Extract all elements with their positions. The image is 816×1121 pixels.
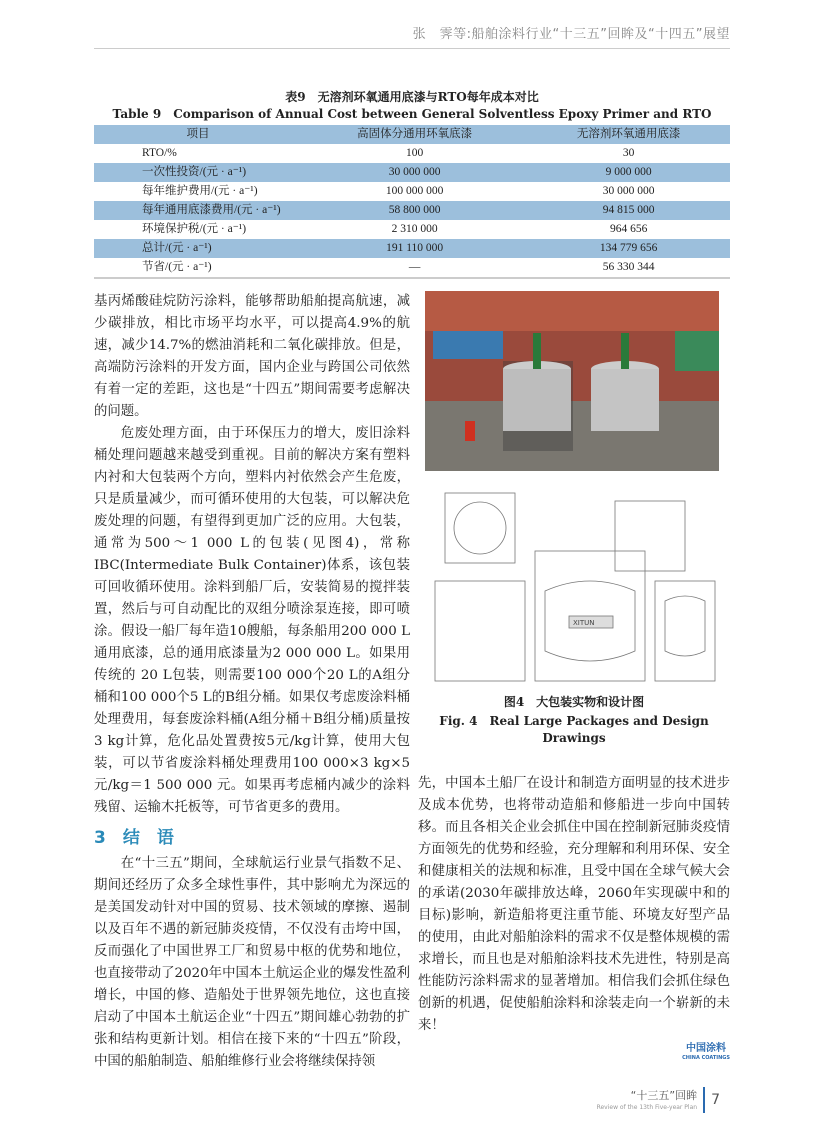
logo-text: 中国涂料 <box>686 1043 727 1054</box>
paragraph: 危废处理方面，由于环保压力的增大，废旧涂料桶处理问题越来越受到重视。目前的解决方案有塑料内衬和大包装两个方向，塑料内衬依然会产生危废，只是质量减少，而可循环使用的大包装，可以解决危废处理的问题，有望得到更加广泛的应用。大包装，通常为500～1 000 L的包装(见图4)，常称IBC(Intermediate Bulk Container)体系，该包装可回收循环使用。涂料到船厂后，安装简易的搅拌装置，然后与可自动配比的双组分喷涂泵连接，即可喷涂。假设一船厂每年造10艘船，每条船用200 000 L通用底漆，总的通用底漆量为2 000 000 L。如果用传统的 20 L包装，则需要100 000个20 L的A组分桶和100 000个5 L的B组分桶。如果仅考虑废涂料桶处理费用，每套废涂料桶(A组分桶＋B组分桶)质量按3 kg计算，危化品处置费按5元/kg计算，使用大包装，可以节省废涂料桶处理费用100 000×3 kg×5元/kg＝1 500 000 元。如果再考虑桶内减少的涂料残留、运输木托板等，可节省更多的费用。 <box>94 426 410 815</box>
footer-section-en: Review of the 13th Five-year Plan <box>596 1103 698 1111</box>
header-divider <box>94 48 730 49</box>
table-cell: RTO/% <box>142 147 177 159</box>
design-drawing <box>425 481 719 686</box>
table-cell: 每年维护费用/(元 · a⁻¹) <box>142 185 258 197</box>
footer <box>94 1073 730 1113</box>
figure-caption-en: Fig. 4 Real Large Packages and Design Drawings <box>439 714 709 745</box>
table-cell: 9 000 000 <box>527 163 730 182</box>
section-heading: 3 结 语 <box>94 828 174 848</box>
table-row <box>94 163 730 182</box>
footer-text <box>597 1089 698 1112</box>
china-coatings-logo <box>682 1043 730 1062</box>
footer-divider <box>703 1087 705 1113</box>
figure-caption-cn: 图4 大包装实物和设计图 <box>503 695 645 709</box>
table-cell: 一次性投资/(元 · a⁻¹) <box>94 163 302 182</box>
drawing-label: XITUN <box>573 619 595 627</box>
paragraph: 基丙烯酸硅烷防污涂料，能够帮助船舶提高航速，减少碳排放，相比市场平均水平，可以提高4.9%的航速，减少14.7%的燃油消耗和二氧化碳排放。但是，高端防污涂料的开发方面，国内企业与跨国公司依然有着一定的差距，这也是“十四五”期间需要考虑解决的问题。 <box>94 294 410 419</box>
right-text <box>418 773 730 1037</box>
table-row <box>94 201 730 220</box>
right-column <box>418 291 730 1073</box>
table-header: 项目 <box>94 125 302 144</box>
left-text <box>94 291 410 819</box>
table-cell: 191 110 000 <box>302 239 527 258</box>
table-row <box>94 239 730 258</box>
paragraph: 先，中国本土船厂在设计和制造方面明显的技术进步及成本优势，也将带动造船和修船进一步向中国转移。而且各相关企业会抓住中国在控制新冠肺炎疫情方面领先的优势和经验，充分理解和利用环保、安全和健康相关的法规和标准，且受中国在全球气候大会的承诺(2030年碳排放达峰，2060年实现碳中和的目标)影响，新造船将更注重节能、环境友好型产品的使用，由此对船舶涂料的需求不仅是整体规模的需求增长，而且也是对船舶涂料技术先进性，特别是高性能防污涂料需求的显著增加。相信我们会抓住绿色创新的机遇，促使船舶涂料和涂装走向一个崭新的未来！ <box>418 776 730 1033</box>
table-header: 高固体分通用环氧底漆 <box>302 125 527 144</box>
running-header: 张 霁等:船舶涂料行业“十三五”回眸及“十四五”展望 <box>412 27 730 42</box>
table-row <box>94 220 730 239</box>
table-cell: 30 000 000 <box>302 163 527 182</box>
table-cell: 节省/(元 · a⁻¹) <box>142 261 212 273</box>
cost-table <box>94 125 730 279</box>
table-row <box>94 258 730 278</box>
page-number: 7 <box>711 1092 720 1108</box>
table-caption-cn: 表9 无溶剂环氧通用底漆与RTO每年成本对比 <box>285 90 539 104</box>
table-caption-en: Table 9 Comparison of Annual Cost between General Solventless Epoxy Primer and RTO <box>112 107 712 121</box>
left-column <box>94 291 410 1073</box>
table-cell: 94 815 000 <box>527 201 730 220</box>
table-cell: 100 000 000 <box>385 185 444 197</box>
footer-section-cn: “十三五”回眸 <box>630 1088 698 1102</box>
table-cell: 环境保护税/(元 · a⁻¹) <box>142 223 247 235</box>
table-cell: 每年通用底漆费用/(元 · a⁻¹) <box>94 201 302 220</box>
body-columns <box>94 291 730 1073</box>
left-column-conclusion <box>94 853 410 1073</box>
table-cell: 134 779 656 <box>527 239 730 258</box>
logo-subtext: CHINA COATINGS <box>682 1055 730 1061</box>
table-cell: 58 800 000 <box>302 201 527 220</box>
table-cell: — <box>408 261 421 273</box>
table-row <box>94 182 730 201</box>
table-header-row <box>94 125 730 144</box>
table-cell: 2 310 000 <box>391 223 438 235</box>
table-header: 无溶剂环氧通用底漆 <box>527 125 730 144</box>
table-cell: 56 330 344 <box>602 261 655 273</box>
table-cell: 100 <box>406 147 424 159</box>
table-cell: 30 <box>622 147 635 159</box>
table-cell: 30 000 000 <box>602 185 655 197</box>
table-row <box>94 144 730 163</box>
table-cell: 总计/(元 · a⁻¹) <box>94 239 302 258</box>
package-photo <box>425 291 719 471</box>
paragraph: 在“十三五”期间，全球航运行业景气指数不足、期间还经历了众多全球性事件，其中影响尤为深远的是美国发动针对中国的贸易、技术领域的摩擦、遏制以及百年不遇的新冠肺炎疫情，不仅没有击垮中国，反而强化了中国世界工厂和贸易中枢的优势和地位，也直接带动了2020年中国本土航运企业的爆发性盈利增长，中国的修、造船处于世界领先地位，这也直接启动了中国本土航运企业“十四五”期间雄心勃勃的扩张和结构更新计划。相信在接下来的“十四五”阶段，中国的船舶制造、船舶维修行业会将继续保持领 <box>94 856 410 1069</box>
table-cell: 964 656 <box>609 223 648 235</box>
